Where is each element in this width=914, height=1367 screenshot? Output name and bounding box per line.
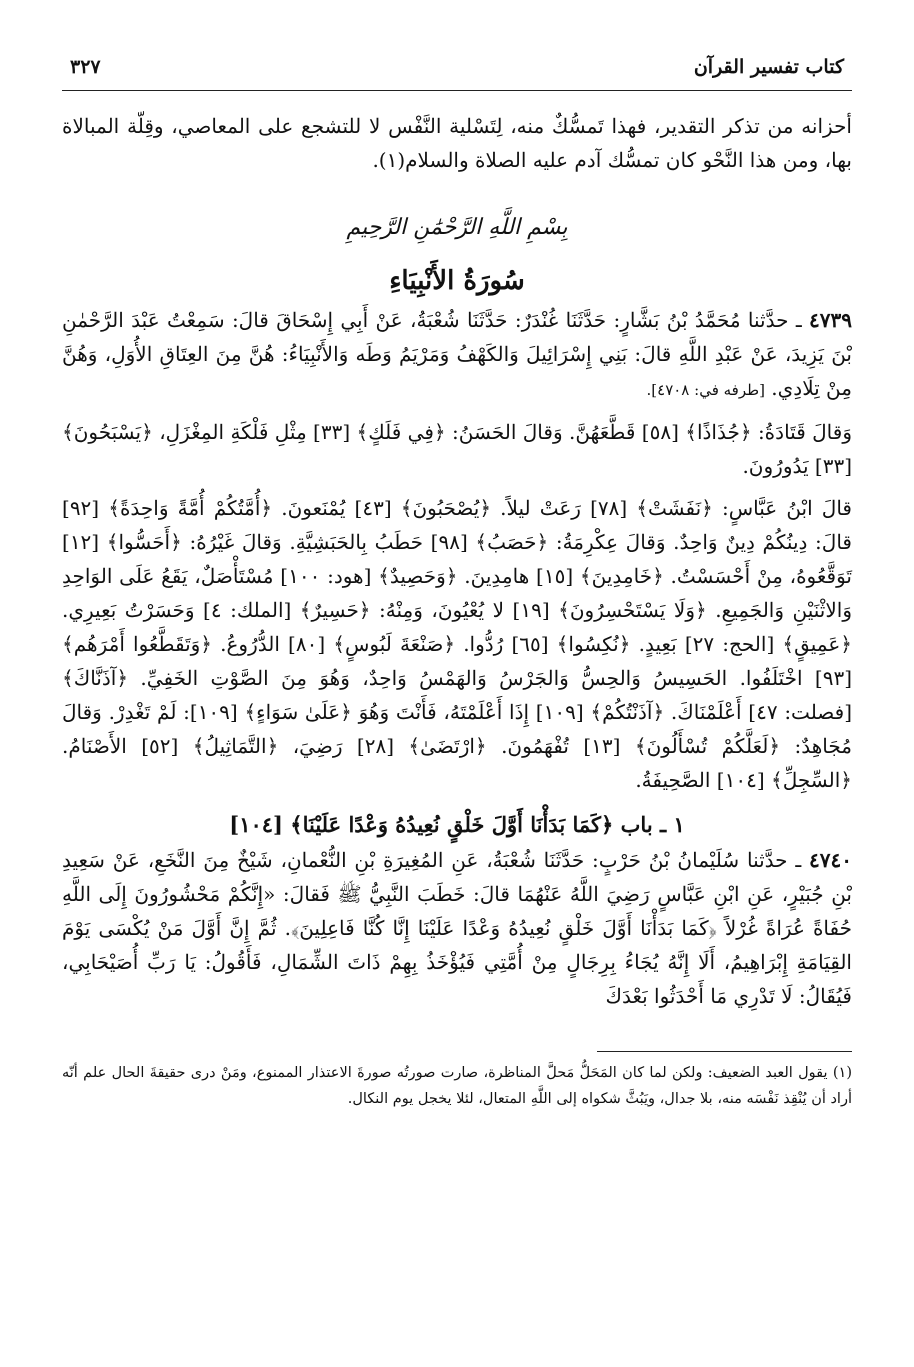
cross-reference: [طرفه في: ٤٧٠٨]. <box>646 381 765 399</box>
chapter-verse-ref: [١٠٤] <box>229 812 283 837</box>
chapter-verse: ﴿كَمَا بَدَأْنَا أَوَّلَ خَلْقٍ نُعِيدُهُ وَعْدًا عَلَيْنَا﴾ <box>290 812 614 837</box>
hadith-number: ٤٧٣٩ <box>809 308 852 332</box>
hadith-4739 <box>62 303 852 407</box>
document-page <box>62 56 852 1127</box>
hadith-number: ٤٧٤٠ <box>809 848 852 872</box>
basmala: بِسْمِ اللَّهِ الرَّحْمَٰنِ الرَّحِيمِ <box>346 215 568 240</box>
page-number: ٣٢٧ <box>70 56 101 78</box>
page-header <box>62 56 852 91</box>
chapter-heading <box>62 807 852 843</box>
footnote <box>62 1060 852 1112</box>
ibn-abbas-paragraph: قالَ ابْنُ عَبَّاسٍ: ﴿نَفَشَتْ﴾ [٧٨] رَعَتْ ليلاً. ﴿يُصْحَبُونَ﴾ [٤٣] يُمْنَعونَ. ﴿أُمَّتُكُمْ أُمَّةً وَاحِدَةً﴾ [٩٢] قالَ: دِينُكُمْ دِينٌ وَاحِدٌ. وَقالَ عِكْرِمَةُ: ﴿حَصَبُ﴾ [٩٨] حَطَبُ بِالحَبَشِيَّةِ. وَقالَ غَيْرُهُ: ﴿أَحَسُّوا﴾ [١٢] تَوَقَّعُوهُ، مِنْ أَحْسَسْتُ. ﴿خَامِدِينَ﴾ [١٥] هامِدِينَ. ﴿وَحَصِيدٌ﴾ [هود: ١٠٠] مُسْتَأْصَلٌ، يَقَعُ عَلَى الوَاحِدِ وَالاثْنَيْنِ وَالجَمِيعِ. ﴿وَلَا يَسْتَحْسِرُونَ﴾ [١٩] لا يُعْيُونَ، وَمِنْهُ: ﴿حَسِيرٌ﴾ [الملك: ٤] وَحَسَرْتُ بَعِيرِي. ﴿عَمِيقٍ﴾ [الحج: ٢٧] بَعِيدٍ. ﴿نُكِسُوا﴾ [٦٥] رُدُّوا. ﴿صَنْعَةَ لَبُوسٍ﴾ [٨٠] الدُّرُوعُ. ﴿وَتَقَطَّعُوا أَمْرَهُم﴾ [٩٣] اخْتَلَفُوا. الحَسِيسُ وَالحِسُّ وَالجَرْسُ وَالهَمْسُ وَاحِدٌ، وَهُوَ مِنَ الصَّوْتِ الخَفِيِّ. ﴿آذَنَّاكَ﴾ [فصلت: ٤٧] أَعْلَمْنَاكَ. ﴿آذَنْتُكُمْ﴾ [١٠٩] إِذَا أَعْلَمْتَهُ، فَأَنْتَ وَهُوَ ﴿عَلَىٰ سَوَاءٍ﴾ [١٠٩]: لَمْ تَغْدِرْ. وَقالَ مُجَاهِدٌ: ﴿لَعَلَّكُمْ تُسْأَلُونَ﴾ [١٣] تُفْهَمُونَ. ﴿ارْتَضَىٰ﴾ [٢٨] رَضِيَ، ﴿التَّمَاثِيلُ﴾ [٥٢] الأَصْنَامُ. ﴿السِّجِلِّ﴾ [١٠٤] الصَّحِيفَةُ. <box>62 496 853 792</box>
intro-paragraph: أحزانه من تذكر التقدير، فهذا تَمسُّكٌ منه، لِتَسْلية النَّفْس لا للتشجع على المعاصي، وقِلّة المبالاة بها، ومن هذا النَّحْو كان تمسُّك آدم عليه الصلاة والسلام(١). <box>62 114 852 172</box>
hadith-4740 <box>62 843 852 1013</box>
chapter-number: ١ <box>673 812 685 837</box>
book-title: كتاب تفسير القرآن <box>693 56 844 78</box>
hadith-text: ـ حدَّثنا سُلَيْمانُ بْنُ حَرْبٍ: حَدَّثَنَا شُعْبَةُ، عَنِ المُغِيرَةِ بْنِ النُّعْمانِ، شَيْخٌ مِنَ النَّخَعِ، عَنْ سَعِيدِ بْنِ جُبَيْرٍ، عَنِ ابْنِ عَبَّاسٍ رَضِيَ اللَّهُ عَنْهُمَا قالَ: خَطَبَ النَّبِيُّ ﷺ فَقالَ: «إِنَّكُمْ مَحْشُورُونَ إِلَى اللَّهِ حُفَاةً عُرَاةً غُرْلاً ﴿كَمَا بَدَأْنَا أَوَّلَ خَلْقٍ نُعِيدُهُ وَعْدًا عَلَيْنَا إِنَّا كُنَّا فَاعِلِينَ﴾. ثُمَّ إِنَّ أَوَّلَ مَنْ يُكْسَى يَوْمَ القِيَامَةِ إِبْرَاهِيمُ، أَلَا إِنَّهُ يُجَاءُ بِرِجَالٍ مِنْ أُمَّتِي فَيُؤْخَذُ بِهِمْ ذَاتَ الشِّمَالِ، فَأَقُولُ: يَا رَبِّ أُصَيْحَابِي، فَيُقَالُ: لَا تَدْرِي مَا أَحْدَثُوا بَعْدَكَ <box>62 848 852 1008</box>
surah-title: سُورَةُ الأَنْبِيَاءِ <box>389 266 525 296</box>
footnote-marker: (١) <box>832 1065 852 1081</box>
footnote-text: يقول العبد الضعيف: ولكن لما كان المَحَلُّ مَحلَّ المناظرة، صارت صورتُه صورةَ الاعتذار الممنوع، ومَنْ درى حقيقةَ الحال علم أنّه أراد أن يُنْقِذ نَفْسَه منه، بلا جدال، ويَبُثَّ شكواه إلى اللَّهِ المتعال، لئلا يخجل يوم النكال. <box>62 1065 852 1107</box>
chapter-label: ـ باب <box>620 812 667 837</box>
hadith-text: ـ حدَّثنا مُحَمَّدُ بْنُ بَشَّارٍ: حَدَّثَنَا غُنْدَرٌ: حَدَّثَنَا شُعْبَةُ، عَنْ أَبِي إِسْحَاقَ قالَ: سَمِعْتُ عَبْدَ الرَّحْمٰنِ بْنَ يَزِيدَ، عَنْ عَبْدِ اللَّهِ قالَ: بَنِي إِسْرَائِيلَ وَالكَهْفُ وَمَرْيَمُ وَطَه وَالأَنْبِيَاءُ: هُنَّ مِنَ العِتَاقِ الأُوَلِ، وَهُنَّ مِنْ تِلَادِي. <box>62 308 852 400</box>
footnote-divider <box>597 1051 852 1052</box>
qatada-paragraph: وَقالَ قَتَادَةُ: ﴿جُذَاذًا﴾ [٥٨] قَطَّعَهُنَّ. وَقالَ الحَسَنُ: ﴿فِي فَلَكٍ﴾ [٣٣] مِثْلِ فَلْكَةِ المِغْزَلِ، ﴿يَسْبَحُونَ﴾ [٣٣] يَدُورُونَ. <box>62 420 852 478</box>
